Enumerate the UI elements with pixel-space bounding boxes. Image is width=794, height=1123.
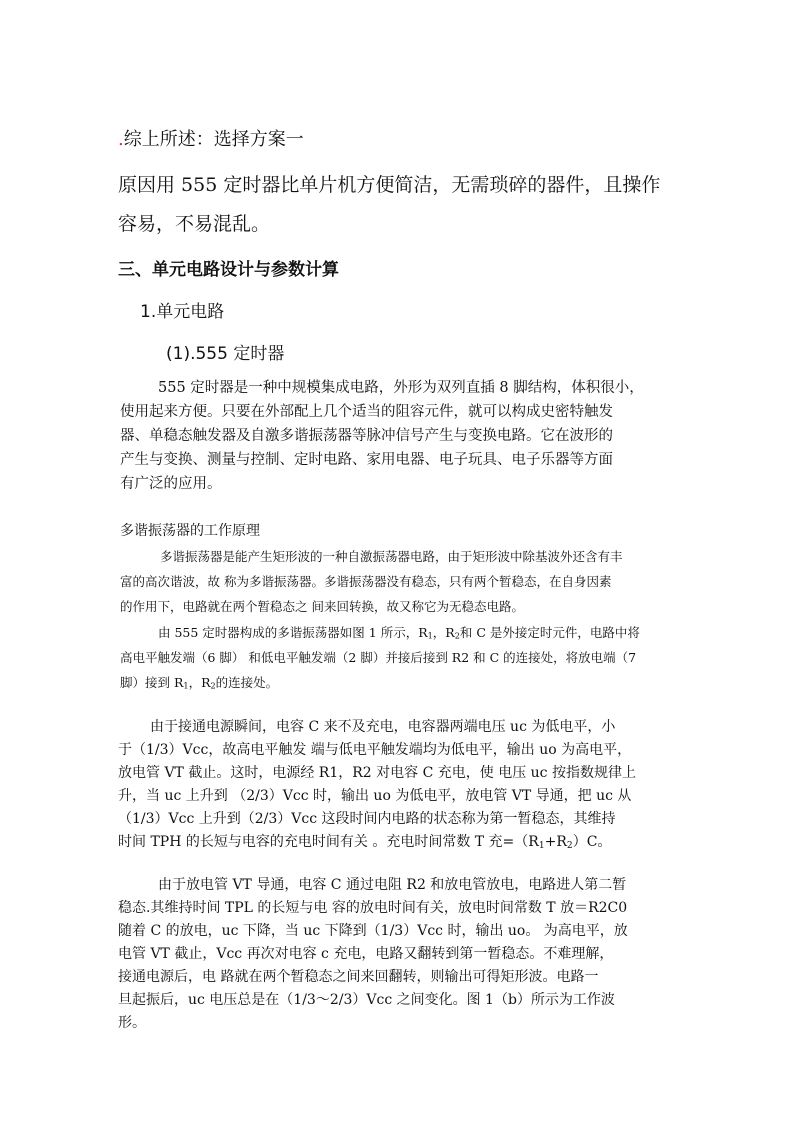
principle-p1-line: 的作用下，电路就在两个暂稳态之 间来回转换，故又称它为无稳态电路。 (120, 599, 524, 614)
section-heading: 三、单元电路设计与参数计算 (118, 260, 339, 280)
principle-p2-line: 高电平触发端（6 脚） 和低电平触发端（2 脚）并接后接到 R2 和 C 的连接处，将放电端（7 (120, 650, 637, 665)
discharge-line: 随着 C 的放电，uc 下降，当 uc 下降到（1/3）Vcc 时，输出 uo。 为高电平，放 (118, 923, 628, 939)
subsubsection-heading: (1).555 定时器 (166, 344, 285, 364)
charge-line: 于（1/3）Vcc，故高电平触发 端与低电平触发端均为低电平，输出 uo 为高电平， (118, 742, 632, 758)
discharge-line: 旦起振后，uc 电压总是在（1/3～2/3）Vcc 之间变化。图 1（b）所示为工作波 (118, 992, 615, 1008)
intro-line: 有广泛的应用。 (120, 476, 222, 492)
principle-p1-line: 多谐振荡器是能产生矩形波的一种自激振荡器电路，由于矩形波中除基波外还含有丰 (160, 549, 623, 564)
red-dot-mark: . (118, 129, 124, 150)
charge-line: 时间 TPH 的长短与电容的充电时间有关 。充电时间常数 T 充$=(R_1+R_2)C$。 (118, 834, 612, 851)
subsection-heading: 1.单元电路 (140, 302, 225, 322)
intro-line: 器、单稳态触发器及自激多谐振荡器等脉冲信号产生与变换电路。它在波形的 (120, 428, 613, 444)
intro-line: 使用起来方便。只要在外部配上几个适当的阻容元件，就可以构成史密特触发 (120, 404, 613, 420)
discharge-line: 接通电源后，电 路就在两个暂稳态之间来回翻转，则输出可得矩形波。电路一 (118, 969, 599, 985)
intro-line: 555 定时器是一种中规模集成电路，外形为双列直插 8 脚结构，体积很小， (158, 380, 644, 396)
discharge-line: 稳态.其维持时间 TPL 的长短与电 容的放电时间有关，放电时间常数 T 放＝R2C0 (118, 900, 628, 916)
principle-p2-line: 由 555 定时器构成的多谐振荡器如图 1 所示，$R_1$，$R_2$和 C 是外接定时元件，电路中将 (158, 625, 640, 641)
charge-line: （1/3）Vcc 上升到（2/3）Vcc 这段时间内电路的状态称为第一暂稳态，其维持 (118, 811, 616, 827)
principle-title: 多谐振荡器的工作原理 (120, 523, 260, 539)
principle-p2-line: 脚）接到 $R_1$，$R_2$的连接处。 (120, 675, 279, 691)
summary-conclusion: .综上所述：选择方案一 (118, 129, 304, 150)
principle-p1-line: 富的高次谐波，故 称为多谐振荡器。多谐振荡器没有稳态，只有两个暂稳态，在自身因素 (120, 574, 612, 589)
charge-line: 升，当 uc 上升到 （2/3）Vcc 时，输出 uo 为低电平，放电管 VT 导通，把 uc 从 (118, 788, 632, 804)
summary-reason-line-2: 容易，不易混乱。 (118, 213, 271, 235)
charge-line: 由于接通电源瞬间，电容 C 来不及充电，电容器两端电压 uc 为低电平，小 (150, 719, 616, 735)
intro-line: 产生与变换、测量与控制、定时电路、家用电器、电子玩具、电子乐器等方面 (120, 452, 613, 468)
charge-line: 放电管 VT 截止。这时，电源经 R1，R2 对电容 C 充电，使 电压 uc 按指数规律上 (118, 765, 636, 781)
discharge-line: 形。 (118, 1015, 146, 1031)
discharge-line: 电管 VT 截止，Vcc 再次对电容 c 充电，电路又翻转到第一暂稳态。不难理解， (118, 946, 614, 962)
summary-reason-line-1: 原因用 555 定时器比单片机方便简洁，无需琐碎的器件，且操作 (118, 174, 661, 196)
discharge-line: 由于放电管 VT 导通，电容 C 通过电阻 R2 和放电管放电，电路进人第二暂 (158, 877, 627, 893)
